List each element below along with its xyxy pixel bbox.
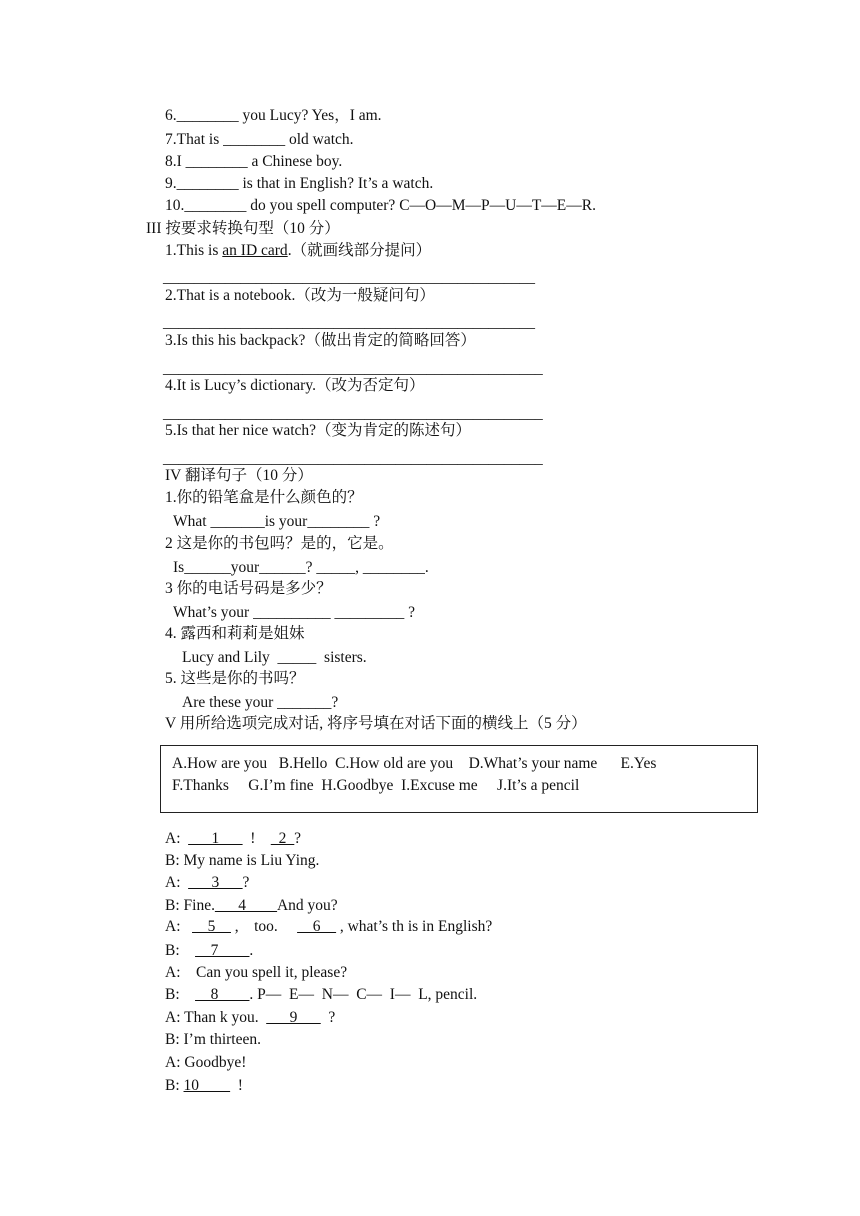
dialogue-text: ? bbox=[294, 830, 302, 847]
dialogue-blank-5: __5__ bbox=[192, 918, 231, 935]
dialogue-blank-8: __8____ bbox=[195, 986, 250, 1003]
dialogue-blank-3: ___3___ bbox=[188, 874, 243, 891]
dialogue-text: A: Than k you. bbox=[165, 1009, 267, 1026]
section4-q2-english: Is______your______? _____, ________. bbox=[173, 559, 429, 576]
options-line-2: F.Thanks G.I’m fine H.Goodbye I.Excuse me J.It’s a pencil bbox=[172, 777, 580, 794]
q1-instruction: .（就画线部分提问） bbox=[287, 242, 432, 259]
dialogue-line-12 bbox=[165, 1076, 243, 1096]
q1-underlined-phrase: an ID card bbox=[222, 242, 288, 259]
speaker-a: A: bbox=[165, 830, 189, 847]
options-line-1: A.How are you B.Hello C.How old are you D.What’s your name E.Yes bbox=[172, 755, 657, 772]
section3-q2: 2.That is a notebook.（改为一般疑问句） bbox=[165, 287, 435, 304]
speaker-a: A: bbox=[165, 918, 193, 935]
dialogue-text: B: Fine. bbox=[165, 897, 215, 914]
speaker-b: B: bbox=[165, 1077, 184, 1094]
section3-q3: 3.Is this his backpack?（做出肯定的简略回答） bbox=[165, 332, 476, 349]
dialogue-blank-7: __7____ bbox=[195, 942, 250, 959]
section4-q3-chinese: 3 你的电话号码是多少？ bbox=[165, 580, 332, 597]
dialogue-text: . bbox=[249, 942, 254, 959]
dialogue-blank-10: 10____ bbox=[183, 1077, 231, 1094]
section4-q4-chinese: 4. 露西和莉莉是姐妹 bbox=[165, 625, 305, 642]
answer-blank-1: ________________________________________________ bbox=[163, 269, 535, 286]
dialogue-text: ? bbox=[320, 1009, 336, 1026]
dialogue-line-8 bbox=[165, 985, 477, 1005]
speaker-a: A: bbox=[165, 874, 189, 891]
speaker-b: B: bbox=[165, 986, 196, 1003]
dialogue-text: ! bbox=[242, 830, 271, 847]
dialogue-text: , too. bbox=[230, 918, 298, 935]
fill-item-9: 9.________ is that in English? It’s a watch. bbox=[165, 175, 434, 192]
dialogue-text: . P— E— N— C— I— L, pencil. bbox=[249, 986, 478, 1003]
speaker-b: B: bbox=[165, 942, 196, 959]
fill-item-10: 10.________ do you spell computer? C—O—M—P—U—T—E—R. bbox=[165, 197, 596, 214]
dialogue-line-2: B: My name is Liu Ying. bbox=[165, 852, 320, 869]
dialogue-line-4 bbox=[165, 896, 338, 916]
dialogue-text: ! bbox=[230, 1077, 243, 1094]
dialogue-text: ? bbox=[242, 874, 250, 891]
dialogue-line-11: A: Goodbye! bbox=[165, 1054, 247, 1071]
answer-blank-4: _________________________________________________ bbox=[163, 405, 543, 422]
fill-item-7: 7.That is ________ old watch. bbox=[165, 131, 354, 148]
dialogue-blank-1: ___1___ bbox=[188, 830, 243, 847]
section4-q1-chinese: 1.你的铅笔盒是什么颜色的？ bbox=[165, 489, 363, 506]
answer-blank-3: _________________________________________________ bbox=[163, 360, 543, 377]
dialogue-blank-6: __6__ bbox=[297, 918, 336, 935]
dialogue-line-1 bbox=[165, 829, 301, 849]
q1-prefix: 1.This is bbox=[165, 242, 223, 259]
dialogue-line-6 bbox=[165, 941, 253, 961]
section3-q1 bbox=[165, 241, 431, 261]
dialogue-blank-2: _2_ bbox=[270, 830, 295, 847]
section3-q5: 5.Is that her nice watch?（变为肯定的陈述句） bbox=[165, 422, 472, 439]
dialogue-blank-4: ___4____ bbox=[214, 897, 277, 914]
dialogue-text: And you? bbox=[276, 897, 338, 914]
section3-q4: 4.It is Lucy’s dictionary.（改为否定句） bbox=[165, 377, 425, 394]
section4-q1-english: What _______is your________ ? bbox=[173, 513, 381, 530]
section5-heading: V 用所给选项完成对话, 将序号填在对话下面的横线上（5 分） bbox=[165, 715, 587, 732]
section4-q2-chinese: 2 这是你的书包吗？是的，它是。 bbox=[165, 535, 394, 552]
section4-q3-english: What’s your __________ _________ ? bbox=[173, 604, 415, 621]
dialogue-text: , what’s th is in English? bbox=[335, 918, 493, 935]
answer-blank-2: ________________________________________________ bbox=[163, 314, 535, 331]
dialogue-line-3 bbox=[165, 873, 249, 893]
dialogue-line-10: B: I’m thirteen. bbox=[165, 1031, 261, 1048]
section3-heading: III 按要求转换句型（10 分） bbox=[146, 220, 340, 237]
dialogue-blank-9: ___9___ bbox=[266, 1009, 321, 1026]
dialogue-line-9 bbox=[165, 1008, 335, 1028]
section4-heading: IV 翻译句子（10 分） bbox=[165, 467, 313, 484]
section4-q4-english: Lucy and Lily _____ sisters. bbox=[182, 649, 367, 666]
fill-item-6: 6.________ you Lucy? Yes，I am. bbox=[165, 107, 382, 124]
dialogue-line-7: A: Can you spell it, please? bbox=[165, 964, 348, 981]
section4-q5-chinese: 5. 这些是你的书吗？ bbox=[165, 670, 305, 687]
answer-blank-5: _________________________________________________ bbox=[163, 450, 543, 467]
fill-item-8: 8.I ________ a Chinese boy. bbox=[165, 153, 343, 170]
dialogue-line-5 bbox=[165, 917, 492, 937]
section4-q5-english: Are these your _______? bbox=[182, 694, 339, 711]
